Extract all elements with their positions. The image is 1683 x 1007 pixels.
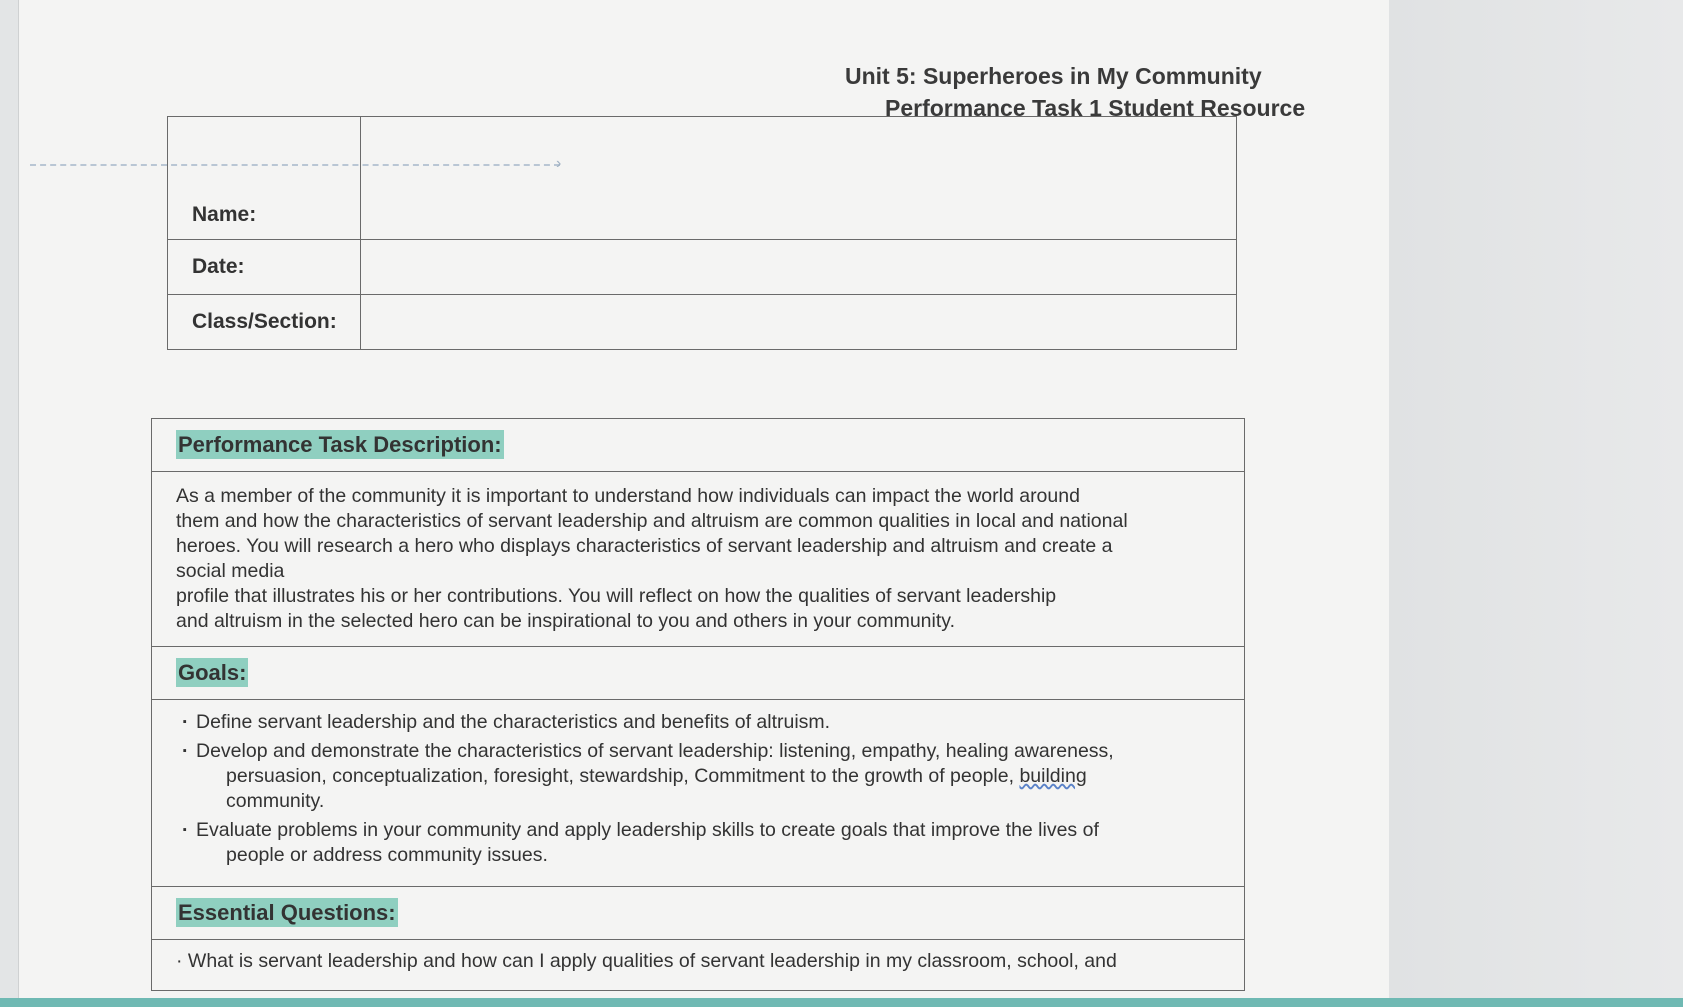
goals-list [162, 700, 1220, 886]
bottom-accent-bar [0, 998, 1683, 1007]
description-line: them and how the characteristics of servant leadership and altruism are common qualities in local and national [176, 510, 1128, 532]
description-heading-cell [152, 419, 1245, 472]
list-item: · Define servant leadership and the characteristics and benefits of altruism. [182, 710, 1220, 735]
class-section-label: Class/Section: [168, 295, 361, 350]
description-line: social media [176, 560, 285, 582]
essential-question-line: · What is servant leadership and how can I apply qualities of servant leadership in my classroom, school, and [176, 950, 1117, 972]
description-line: As a member of the community it is important to understand how individuals can impact the world around [176, 485, 1080, 507]
goals-heading: Goals: [178, 660, 247, 685]
description-body [152, 472, 1245, 647]
name-label: Name: [168, 117, 361, 240]
resource-subtitle: Performance Task 1 Student Resource [885, 95, 1306, 121]
spellcheck-word: building [1019, 765, 1087, 787]
essential-questions-body [152, 940, 1245, 991]
guide-arrow-icon: › [556, 155, 562, 172]
background-surface [1389, 0, 1683, 1007]
student-info-table [167, 116, 1237, 350]
description-line: and altruism in the selected hero can be inspirational to you and others in your community. [176, 610, 955, 632]
date-label: Date: [168, 240, 361, 295]
name-field[interactable] [361, 117, 1237, 240]
goals-heading-cell [152, 647, 1245, 700]
essential-questions-heading: Essential Questions: [178, 900, 396, 925]
description-line: heroes. You will research a hero who displays characteristics of servant leadership and altruism and create a [176, 535, 1113, 557]
unit-title: Unit 5: Superheroes in My Community [845, 63, 1262, 89]
class-section-field[interactable] [361, 295, 1237, 350]
goals-body [152, 700, 1245, 887]
list-item: · Develop and demonstrate the characteristics of servant leadership: listening, empathy, healing awareness, persuasion, conceptualization, foresight, stewardship, Commitment to the growth of people, building community. [182, 739, 1220, 814]
list-item: · Evaluate problems in your community and apply leadership skills to create goals that improve the lives of people or address community issues. [182, 818, 1220, 868]
date-field[interactable] [361, 240, 1237, 295]
description-line: profile that illustrates his or her contributions. You will reflect on how the qualities of servant leadership [176, 585, 1057, 607]
task-table [151, 418, 1245, 991]
description-heading: Performance Task Description: [178, 432, 502, 457]
essential-questions-heading-cell [152, 887, 1245, 940]
